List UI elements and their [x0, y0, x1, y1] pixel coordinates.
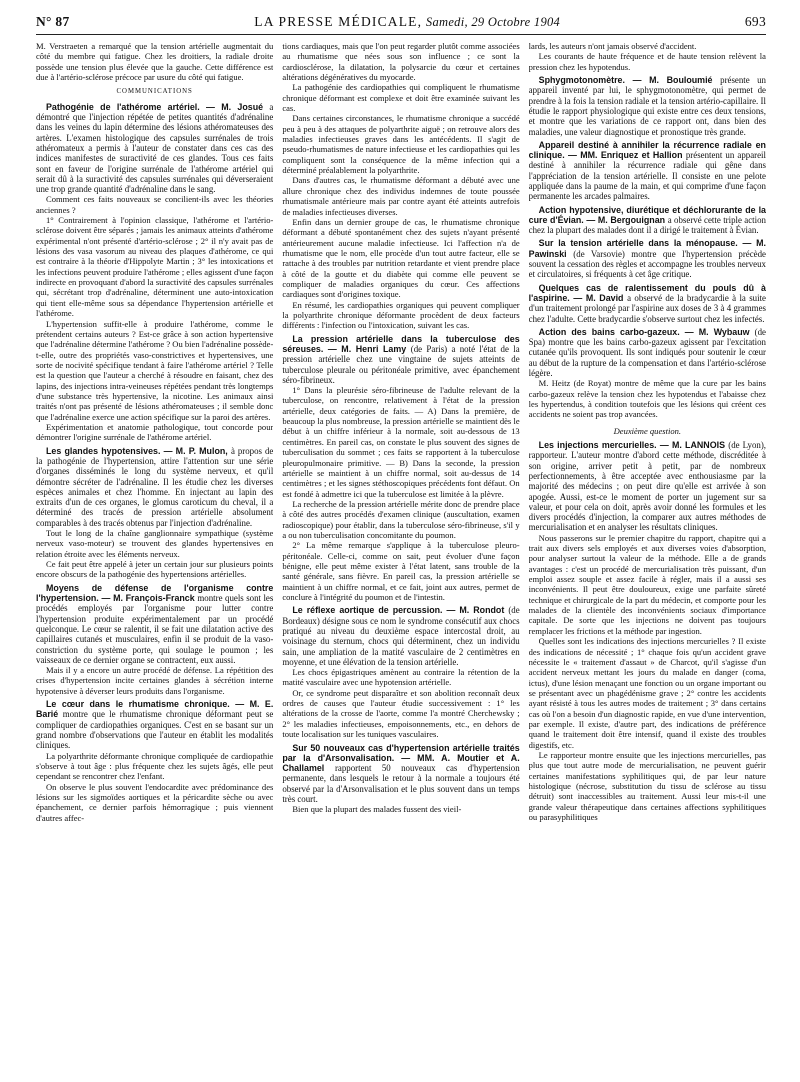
article-body-run: (de Spa) montre que les bains carbo-gazeux agissent par l'excitation cutanée qu'ils provoquent. Ils sont indiqués pour soutenir le cœur au début de la rupture de la compensation et dans l'artério-sclérose légère. [528, 326, 766, 379]
article-body-run: à propos de la pathogénie de l'hypertension, attire l'attention sur une série d'organes disséminés le long du système nerveux, et qu'il démontre sécréter de l'adrénaline. Il les étudie chez les diverses espèces animales et chez l'homme. En injectant au lapin des extraits d'un de ces organes, le glomus caroticum du cheval, il a déterminé des tracés de pression artérielle absolument comparables à des tracés obtenus par l'injection d'adrénaline. [36, 445, 274, 528]
article-body-run: (de Lyon), rapporteur. L'auteur montre d'abord cette méthode, discréditée à son origine, arriver petit à petit, par de nombreux perfectionnements, à être acceptée avec enthousiasme par la majorité des médecins ; on peut dire qu'elle est arrivée à son apogée. Aussi, est-ce le moment de porter un jugement sur sa valeur, et pour cela on doit, après avoir donné les formules et les divers procédés d'injection, la comparer aux autres méthodes de mercurialisation et en analyser les résultats cliniques. [528, 440, 766, 533]
paragraph: M. Heitz (de Royat) montre de même que la cure par les bains carbo-gazeux relève la tension chez les hypotendus et l'abaisse chez les hypertendus, à condition toutefois que les lésions qui créent ces accidents ne soient pas trop avancées. [528, 378, 766, 420]
paragraph: Mais il y a encore un autre procédé de défense. La répétition des crises d'hypertension incite certaines glandes à sécrétion interne hypotensive à déverser leurs produits dans l'organisme. [36, 665, 274, 696]
article-body-run: montre quels sont les procédés employés par l'organisme pour lutter contre l'hypertension produite expérimentalement par un procédé quelconque. Le cœur se ralentit, il se fait une dilatation active des capillaires cutanés et musculaires, enfin il se produit de la vaso-constriction du système porte, qui soulage le poumon ; les vaisseaux de ce dernier organe se contractent, eux aussi. [36, 593, 274, 665]
article-heading [529, 75, 766, 137]
paragraph: Tout le long de la chaîne ganglionnaire sympathique (système nerveux vaso-moteur) se trouvent des glandes hypertensives en relation étroite avec les éléments nerveux. [36, 528, 274, 559]
paragraph: La polyarthrite déformante chronique compliquée de cardiopathie s'observe à tout âge : plus fréquente chez les sujets âgés, elle peut cependant se rencontrer chez l'enfant. [36, 750, 274, 782]
paragraph: Nous passerons sur le premier chapitre du rapport, chapitre qui a trait aux divers sels employés et aux diverses voies d'absorption, pour analyser surtout la valeur de la méthode. Elle a de grands avantages : c'est un procédé de mercurialisation très puissant, d'un emploi assez souple et assez facile à régler, mais il a aussi ses inconvénients. Il peut être douloureux, exige une parfaite sûreté technique et chirurgicale de la part du médecin, et comporte pour les malades de la clientèle des inconvénients sociaux d'importance capitale. De sorte que les injections ne doivent pas toujours remplacer les frictions et la méthode par ingestion. [528, 532, 766, 636]
article-heading [529, 283, 766, 324]
article-title: Action des bains carbo-gazeux. — M. Wybauw [538, 326, 750, 337]
article-title: Le cœur dans le rhumatisme chronique. — M. E. Barié [36, 699, 274, 720]
paragraph: L'hypertension suffit-elle à produire l'athérome, comme le prétendent certains auteurs ? Est-ce grâce à son action hypertensive que l'adrénaline détermine l'athérome ? Ou bien l'adrénaline possède-t-elle, outre des propriétés vaso-constrictives et hypertensives, une sorte de nocivité spécifique tendant à faire l'athérome artériel ? Telle est la question que l'auteur a cherché à résoudre en faisant, chez des lapins, des injections intra-veineuses répétées pendant très longtemps d'une substance très hypertensive, la nicotine. Les animaux ainsi traités n'ont pas présenté de lésions athéromateuses ; il semble donc que l'adrénaline exerce une action spécifique sur la paroi des artères. [36, 318, 274, 422]
article-body-run: a observé de la bradycardie à la suite d'un traitement prolongé par l'aspirine aux doses de 3 à 4 grammes chez l'adulte. Cette bradycardie s'observe surtout chez les infectés. [528, 292, 766, 324]
article-body-run: a démontré que l'injection répétée de petites quantités d'adrénaline dans les veines du lapin détermine des lésions athéromateuses des artères. L'examen histologique des capsules surrénales de trois athéromateux a permis à l'auteur de constater dans ces cas des indices manifestes de suractivité de ces glandes. Tous ces faits sont en faveur de l'origine surrénale de l'athérome artériel qui serait dû à la suractivité des capsules surrénales qui déverseraient une trop grande quantité d'adrénaline dans le sang. [36, 101, 274, 195]
column-3 [529, 41, 766, 1065]
article-body-run: a observé cette triple action chez la plupart des malades dont il a dirigé le traitement à Évian. [528, 214, 766, 236]
article-heading [36, 446, 273, 528]
article-title: Appareil destiné à annihiler la récurrence radiale en clinique. — MM. Enriquez et Hallion [528, 139, 766, 161]
article-title: Sur la tension artérielle dans la ménopause. — M. Pawinski [528, 238, 766, 259]
paragraph: La pathogénie des cardiopathies qui compliquent le rhumatisme chronique déformant est complexe et doit être examinée suivant les cas. [282, 82, 520, 114]
article-title: Action hypotensive, diurétique et déchlorurante de la cure d'Évian. — M. Bergouignan [528, 204, 766, 225]
article-heading [36, 102, 273, 195]
paragraph: Comment ces faits nouveaux se concilient-ils avec les théories anciennes ? [36, 194, 274, 215]
article-heading [36, 583, 273, 665]
journal-name: LA PRESSE MÉDICALE, [254, 14, 423, 29]
article-body-run: (de Paris) a noté l'état de la pression artérielle chez une vingtaine de sujets atteints de tuberculose pleurale ou péritonéale primitive, avec épanchement séro-fibrineux. [282, 343, 520, 385]
paragraph: Dans certaines circonstances, le rhumatisme chronique a succédé peu à peu à des attaques de polyarthrite aiguë ; on retrouve alors des maladies infectieuses graves dans les antécédents. Il s'agit de pseudo-rhumatismes de nature infectieuse et les cardiopathies qui les compliquent sont la conséquence de la même infection qui a déterminé préalablement la polyarthrite. [282, 113, 520, 176]
article-heading [282, 743, 519, 805]
article-title: Sur 50 nouveaux cas d'hypertension artérielle traités par la d'Arsonvalisation. — MM. A. Moutier et A. Challamel [282, 742, 520, 774]
article-heading [529, 140, 766, 202]
paragraph: Expérimentation et anatomie pathologique, tout concorde pour démontrer l'origine surrénale de l'athérome artériel. [36, 421, 274, 443]
paragraph: Les courants de haute fréquence et de haute tension relèvent la pression chez les hypotendus. [528, 51, 766, 72]
journal-title-line [254, 14, 560, 30]
issue-date: Samedi, 29 Octobre 1904 [425, 15, 561, 29]
page-number: 693 [744, 14, 766, 29]
text-columns [36, 41, 766, 1065]
article-heading [282, 605, 519, 667]
article-title: Sphygmotonomètre. — M. Bouloumié [538, 75, 713, 86]
paragraph: M. Verstraeten a remarqué que la tension artérielle augmentait du côté du membre qui fatigue. Chez les droitiers, la radiale droite possède une tension plus élevée que la gauche. Cette différence est due à l'artério-sclérose précoce par usure du côté qui fatigue. [36, 41, 274, 83]
paragraph: Ce fait peut être appelé à jeter un certain jour sur plusieurs points encore obscurs de la pathogénie des hypertensions artérielles. [36, 559, 274, 580]
article-heading [529, 238, 766, 279]
paragraph: Bien que la plupart des malades fussent des vieil- [292, 804, 462, 815]
running-head [36, 14, 766, 35]
paragraph: Quelles sont les indications des injections mercurielles ? Il existe des indications de nécessité ; 1° chaque fois qu'un accident grave nécessite le « traitement d'assaut » de Charcot, qu'il s'agisse d'un accident nerveux mettant les jours du malade en danger (coma, ictus), d'une lésion menaçant une fonction ou un organe important ou se présentant avec un phagédénisme grave ; 2° contre les accidents ayant résisté à tous les autres modes de traitement ; 3° dans certains cas où l'on a besoin d'un diagnostic rapide, en vue d'une intervention, par exemple. Il existe, d'autre part, des indications de préférence quand le traitement doit être intensif, quand il existe des troubles digestifs, etc. [528, 636, 766, 750]
article-body-run: (de Bordeaux) désigne sous ce nom le syndrome consécutif aux chocs pratiqué au niveau du deuxième espace intercostal droit, au voisinage du sternum, chocs qui déterminent, chez un individu sain, une ampliation de la matité vasculaire de 2 centimètres en moyenne, et une élévation de la tension artérielle. [282, 605, 520, 667]
article-body-run: présentent un appareil destiné à annihiler la récurrence radiale qui gêne dans l'appréciation de la tension artérielle. Il consiste en une pelote appliquée dans la paume de la main, et qui comprime d'une façon permanente les arcades palmaires. [528, 150, 766, 202]
column-1 [36, 41, 273, 1065]
article-heading [36, 699, 273, 750]
article-heading [529, 327, 766, 378]
article-title: Les glandes hypotensives. — M. P. Mulon, [46, 445, 228, 456]
article-body-run: présente un appareil inventé par lui, le sphygmotonomètre, qui permet de prendre à la fois la tension radiale et la tension artério-capillaire. Il étudie le rapport physiologique qui existe entre ces deux tensions, et montre que les variations de ce rapport ont, dans bien des maladies, une valeur diagnostique et pronostique très grande. [528, 75, 766, 137]
article-heading [529, 440, 766, 533]
article-body-run: rapportent 50 nouveaux cas d'hypertension permanente, dans lesquels le retour à la normale a toujours été observé par la d'Arsonvalisation et le plus souvent dans un temps très court. [282, 763, 520, 804]
paragraph: Enfin dans un dernier groupe de cas, le rhumatisme chronique déformant a débuté spontanément chez des sujets n'ayant présenté antérieurement aucune maladie infectieuse. Ici l'affection n'a de rhumatisme que le nom, elle procède d'un tout autre facteur, elle se rattache à des troubles par nutrition retardante et vient prendre place à côté de la goutte et du diabète qui comme elle peuvent se compliquer de maladies organiques du cœur. Ces affections cardiaques sont d'origines toxique. [282, 216, 520, 300]
article-title: Le réflexe aortique de percussion. — M. Rondot [292, 605, 505, 616]
paragraph: 1° Contrairement à l'opinion classique, l'athérome et l'artério-sclérose doivent être séparés ; jamais les animaux atteints d'athérome expérimental n'ont présenté d'artério-sclérose ; 2° il n'y avait pas de lésions des vasa vasorum au niveau des plaques d'athérome, ce qui est contraire à la théorie d'Hippolyte Martin ; 3° les intoxications et les infections peuvent produire l'athérome ; elles agissent d'une façon indirecte en provoquant d'abord la suractivité des capsules surrénales qui, sécrétant trop d'adrénaline, déterminent une auto-intoxication qui tient elle-même sous sa dépendance l'hypertension artérielle et l'athérome. [36, 215, 274, 319]
section-title: Deuxième question. [613, 425, 682, 436]
article-title: La pression artérielle dans la tuberculose des séreuses. — M. Henri Lamy [282, 333, 520, 354]
section-label: COMMUNICATIONS [116, 88, 193, 96]
paragraph: Les chocs épigastriques amènent au contraire la rétention de la matité vasculaire avec une hypotension artérielle. [282, 667, 520, 688]
paragraph: Le rapporteur montre ensuite que les injections mercurielles, pas plus que tout autre mode de mercurialisation, ne peuvent guérir certaines manifestations syphilitiques qui, de par leur nature histologique (nécrose, substitution du tissu de sclérose au tissu détruit) sont inaccessibles au traitement. Aussi leur mis-t-il une grande valeur thérapeutique dans certaines affections syphilitiques ou parasyphilitiques [528, 749, 766, 823]
paragraph: tions cardiaques, mais que l'on peut regarder plutôt comme associées au rhumatisme que nées sous son influence ; ce sont la cardiosclérose, la dilatation, la polysarcie du cœur et certaines altérations dégénératives du myocarde. [282, 41, 520, 83]
paragraph: Dans d'autres cas, le rhumatisme déformant a débuté avec une allure chronique chez des individus indemnes de toute poussée rhumatismale antérieure mais par contre ayant été atteints autrefois de maladies infectieuses diverses. [282, 175, 520, 217]
article-title: Pathogénie de l'athérome artériel. — M. Josué [46, 101, 264, 112]
article-title: Moyens de défense de l'organisme contre l'hypertension. — M. François-Franck [36, 582, 274, 604]
article-heading [282, 334, 519, 385]
paragraph: Or, ce syndrome peut disparaître et son abolition reconnaît deux ordres de causes que l'auteur étudie successivement : 1° les altérations de la crosse de l'aorte, comme l'a montré Cherchewsky ; 2° les maladies infectieuses, empoisonnements, etc., en dehors de toute localisation sur les tuniques vasculaires. [282, 687, 520, 740]
column-2 [282, 41, 519, 1065]
paragraph: 2° La même remarque s'applique à la tuberculose pleuro-péritonéale. Celle-ci, comme on sait, peut évoluer d'une façon bénigne, elle peut même exister à l'état latent, sans trouble de la santé générale, sans fièvre. En pareil cas, la pression artérielle se maintient à un chiffre normal, et ce fait, joint aux autres, permet de conclure à l'intégrité du poumon et de l'intestin. [282, 540, 520, 602]
paragraph: En résumé, les cardiopathies organiques qui peuvent compliquer la polyarthrite chronique déformante procèdent de deux facteurs différents : l'infection ou l'intoxication, suivant les cas. [282, 299, 520, 331]
article-body-run: (de Varsovie) montre que l'hypertension précède souvent la cessation des règles et accompagne les troubles nerveux et circulatoires, si fréquents à cet âge critique. [528, 248, 766, 280]
paragraph: On observe le plus souvent l'endocardite avec prédominance des lésions sur les sigmoïdes aortiques et la péricardite sèche ou avec épanchement, ce dernier parfois hémorragique ; puis viennent d'autres affec- [36, 781, 274, 823]
paragraph: lards, les auteurs n'ont jamais observé d'accident. [528, 41, 697, 51]
issue-number: N° 87 [36, 14, 70, 29]
paragraph: 1° Dans la pleurésie séro-fibrineuse de l'adulte relevant de la tuberculose, on rencontre, relativement à l'état de la pression artérielle, deux catégories de faits. — A) Dans la première, de beaucoup la plus nombreuse, la pression artérielle se maintient dès le début à un chiffre inférieur à la normale, soit au-dessous de 13 centimètres. En pareil cas, on constate le plus souvent des signes de tuberculisation du sommet ; ces faits se rapportent à la tuberculose pleuropulmonaire primitive. — B) Dans la seconde, la pression artérielle se maintient à un chiffre normal, soit au-dessus de 14 centimètres ; et les signes stéthoscopiques précédents font défaut. On est fondé à admettre ici que la tuberculose est limitée à la plèvre. [282, 385, 520, 499]
article-title: Quelques cas de ralentissement du pouls dû à l'aspirine. — M. David [528, 282, 766, 303]
paragraph: La recherche de la pression artérielle mérite donc de prendre place à côté des autres procédés d'examen clinique (auscultation, examen radioscopique) pour établir, dans la tuberculose séro-fibrineuse, s'il y a ou non tuberculisation concomitante du poumon. [282, 498, 520, 540]
article-heading [529, 205, 766, 236]
article-body-run: montre que le rhumatisme chronique déformant peut se compliquer de cardiopathies organiques. C'est en se basant sur un grand nombre d'observations que l'auteur en établit les modalités cliniques. [36, 709, 274, 751]
article-title: Les injections mercurielles. — M. LANNOIS [538, 440, 725, 451]
